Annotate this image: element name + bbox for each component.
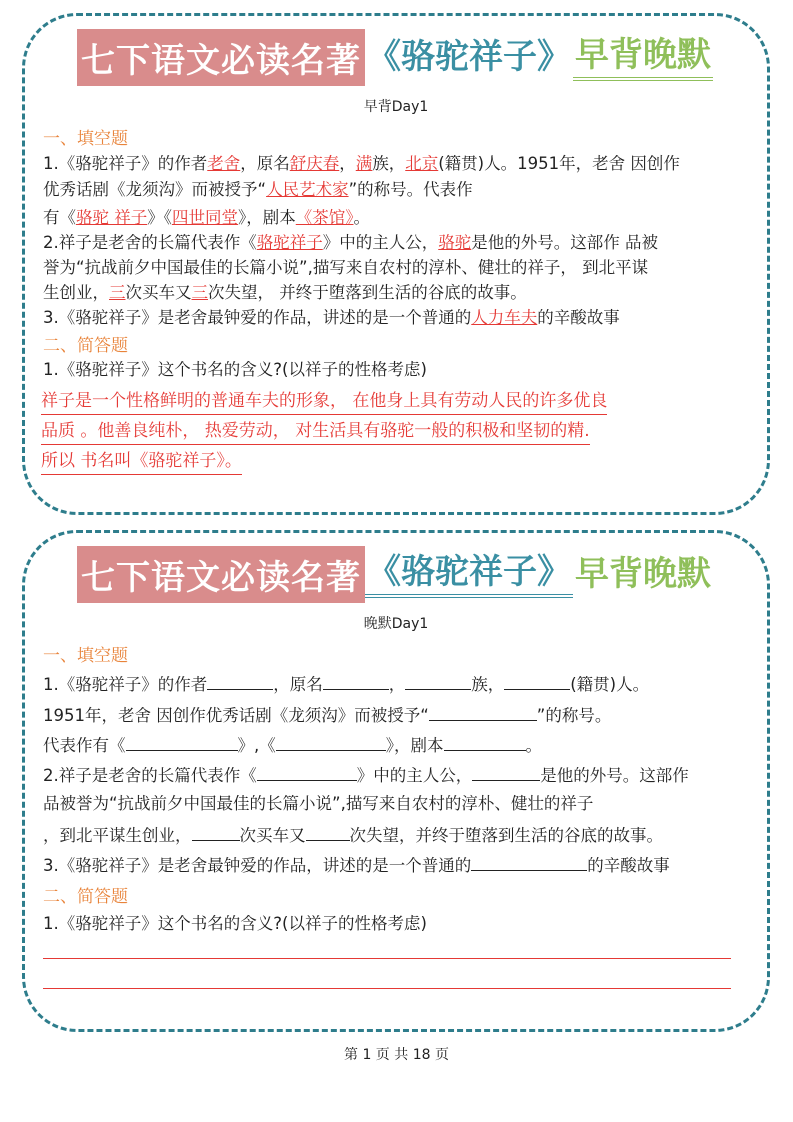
q2-line1: 2.祥子是老舍的长篇代表作《 》中的主人公， 是他的外号。这部作	[43, 762, 759, 788]
blank-field[interactable]	[257, 762, 357, 781]
title-slogan: 早背晚默	[573, 33, 713, 81]
card-title	[77, 547, 713, 601]
card-title	[77, 30, 713, 84]
answer-rule-2[interactable]	[43, 988, 731, 989]
answer-line-1: 祥子是一个性格鲜明的普通车夫的形象， 在他身上具有劳动人民的许多优良	[41, 388, 607, 415]
blank-field[interactable]	[429, 702, 537, 721]
blank-field[interactable]	[504, 671, 570, 690]
q1-line2: 1951年，老舍 因创作优秀话剧《龙须沟》而被授予“ ”的称号。	[43, 702, 759, 728]
title-book: 《骆驼祥子》	[365, 550, 573, 598]
q2-line2: 誉为“抗战前夕中国最佳的长篇小说”,描写来自农村的淳朴、健壮的祥子， 到北平谋	[43, 258, 649, 277]
title-subject: 七下语文必读名著	[77, 29, 365, 86]
q2-line3: 生创业，三次买车又三次失望， 并终于堕落到生活的谷底的故事。	[43, 283, 527, 302]
title-book: 《骆驼祥子》	[367, 37, 571, 77]
q2-line1: 2.祥子是老舍的长篇代表作《骆驼祥子》中的主人公，骆驼是他的外号。这部作 品被	[43, 233, 658, 252]
blank-field[interactable]	[405, 671, 471, 690]
section-fill-blank: 一、填空题	[43, 129, 128, 149]
short-answer-question: 1.《骆驼祥子》这个书名的含义?(以祥子的性格考虑)	[43, 914, 427, 933]
blank-field[interactable]	[472, 762, 540, 781]
blank-field[interactable]	[207, 671, 273, 690]
q2-line3: ，到北平谋生创业， 次买车又 次失望，并终于堕落到生活的谷底的故事。	[43, 822, 759, 848]
blank-field[interactable]	[323, 671, 389, 690]
short-answer-question: 1.《骆驼祥子》这个书名的含义?(以祥子的性格考虑)	[43, 360, 427, 379]
section-short-answer: 二、简答题	[43, 336, 128, 356]
q1-line1: 1.《骆驼祥子》的作者老舍，原名舒庆春，满族，北京(籍贯)人。1951年，老舍 因创作	[43, 154, 680, 173]
answer-line-2: 品质 。他善良纯朴， 热爱劳动， 对生活具有骆驼一般的积极和坚韧的精.	[41, 418, 590, 445]
blank-field[interactable]	[192, 822, 240, 841]
q1-line3: 代表作有《 》,《 》，剧本 。	[43, 732, 759, 758]
q1-line3: 有《骆驼 祥子》《四世同堂》，剧本《茶馆》。	[43, 208, 370, 227]
section-short-answer: 二、简答题	[43, 887, 128, 907]
q1-line2: 优秀话剧《龙须沟》而被授予“人民艺术家”的称号。代表作	[43, 180, 473, 199]
answer-rule-1[interactable]	[43, 958, 731, 959]
q2-line2: 品被誉为“抗战前夕中国最佳的长篇小说”,描写来自农村的淳朴、健壮的祥子	[43, 794, 594, 813]
morning-recite-card	[22, 13, 770, 515]
blank-field[interactable]	[471, 852, 587, 871]
title-subject: 七下语文必读名著	[77, 546, 365, 603]
answer-line-3: 所以 书名叫《骆驼祥子》。	[41, 448, 242, 475]
evening-dictation-card	[22, 530, 770, 1032]
blank-field[interactable]	[444, 732, 526, 751]
q3-line: 3.《骆驼祥子》是老舍最钟爱的作品，讲述的是一个普通的 的辛酸故事	[43, 852, 759, 878]
blank-field[interactable]	[276, 732, 386, 751]
blank-field[interactable]	[306, 822, 350, 841]
day-label: 晚默Day1	[363, 616, 429, 632]
title-slogan: 早背晚默	[575, 554, 711, 594]
page-footer: 第 1 页 共 18 页	[344, 1047, 449, 1063]
section-fill-blank: 一、填空题	[43, 646, 128, 666]
q3-line: 3.《骆驼祥子》是老舍最钟爱的作品，讲述的是一个普通的人力车夫的辛酸故事	[43, 308, 620, 327]
blank-field[interactable]	[126, 732, 238, 751]
q1-line1: 1.《骆驼祥子》的作者 ，原名 ， 族， (籍贯)人。	[43, 671, 759, 697]
day-label: 早背Day1	[363, 99, 429, 115]
